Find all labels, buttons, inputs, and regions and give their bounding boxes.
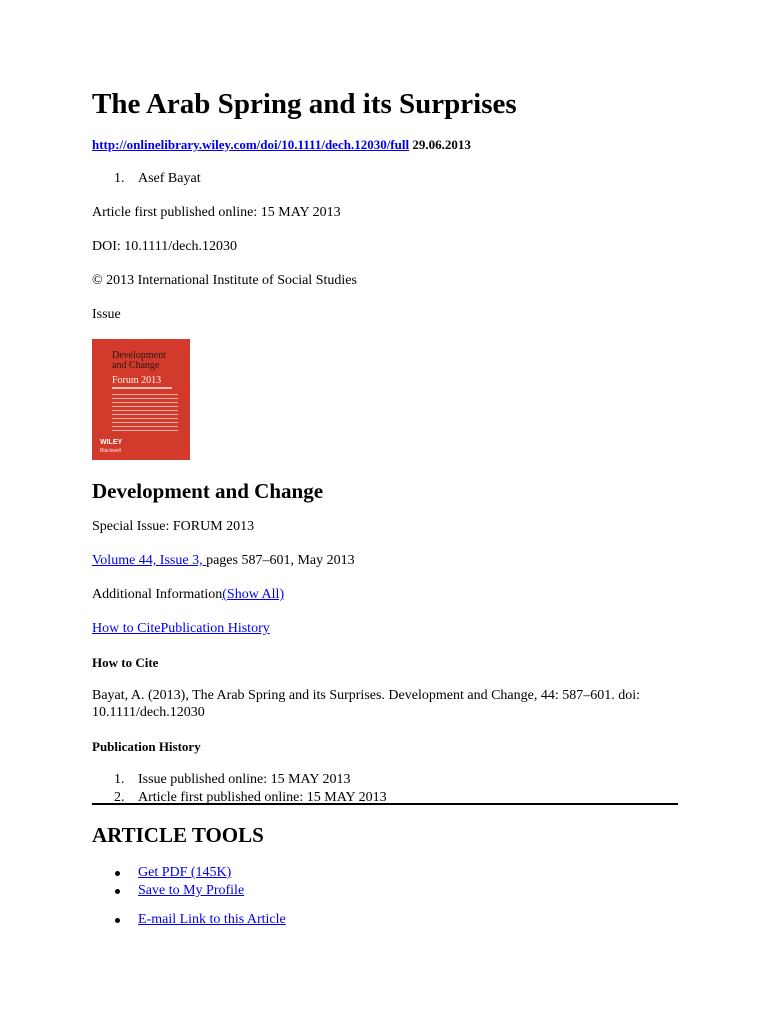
tool-item [92, 911, 286, 929]
article-tools-list [92, 864, 244, 900]
author-list [92, 170, 201, 188]
cover-title-line1: Development [112, 350, 166, 361]
publication-history-heading: Publication History [92, 739, 201, 754]
copyright-text: © 2013 International Institute of Social Studies [92, 273, 357, 288]
section-divider [92, 803, 678, 805]
show-all-link[interactable]: (Show All) [222, 587, 285, 602]
cover-publisher-logo: WILEY [100, 439, 123, 446]
email-link[interactable]: E-mail Link to this Article [138, 912, 286, 927]
article-url-link[interactable]: http://onlinelibrary.wiley.com/doi/10.1111/dech.12030/full [92, 137, 410, 152]
journal-name: Development and Change [92, 479, 324, 503]
issue-label: Issue [92, 307, 121, 322]
save-to-profile-link[interactable]: Save to My Profile [138, 883, 245, 898]
history-text: Issue published online: 15 MAY 2013 [138, 772, 351, 787]
pages-text: pages 587–601, May 2013 [206, 553, 355, 568]
cover-contents-lines [112, 394, 178, 434]
get-pdf-link[interactable]: Get PDF (145K) [138, 865, 232, 880]
info-tabs [92, 620, 270, 638]
volume-issue-link[interactable]: Volume 44, Issue 3, [92, 553, 207, 568]
cover-publisher-sub: Blackwell [100, 448, 121, 454]
article-tools-heading: ARTICLE TOOLS [92, 823, 264, 847]
history-text: Article first published online: 15 MAY 2013 [138, 790, 387, 805]
bullet-icon [115, 871, 120, 876]
special-issue: Special Issue: FORUM 2013 [92, 519, 255, 534]
publication-history-link[interactable]: Publication History [160, 621, 270, 636]
citation-text: Bayat, A. (2013), The Arab Spring and its Surprises. Development and Change, 44: 587–601. doi: 10.1111/dech.12030 [92, 688, 641, 720]
article-title: The Arab Spring and its Surprises [92, 88, 517, 120]
source-line [92, 136, 471, 154]
additional-info-label: Additional Information [92, 587, 223, 602]
author-item [92, 170, 201, 188]
cover-title-line2: and Change [112, 360, 160, 371]
first-published: Article first published online: 15 MAY 2013 [92, 205, 341, 220]
doi-text: DOI: 10.1111/dech.12030 [92, 239, 238, 254]
additional-information [92, 586, 284, 604]
tool-item [92, 864, 244, 882]
bullet-icon [115, 889, 120, 894]
cover-forum: Forum 2013 [112, 375, 162, 386]
author-name: Asef Bayat [138, 171, 201, 186]
cover-editors-line [112, 387, 172, 389]
publication-history-list [92, 771, 678, 807]
retrieved-date: 29.06.2013 [412, 137, 471, 152]
how-to-cite-link[interactable]: How to Cite [92, 621, 161, 636]
bullet-icon [115, 918, 120, 923]
tool-item [92, 882, 244, 900]
how-to-cite-heading: How to Cite [92, 655, 159, 670]
history-number: 2. [114, 790, 125, 805]
history-item [92, 771, 678, 789]
cover-title [112, 351, 166, 371]
article-tools-list-2 [92, 911, 286, 929]
volume-line [92, 552, 355, 570]
history-number: 1. [114, 772, 125, 787]
journal-cover-image[interactable] [92, 339, 190, 460]
author-number: 1. [114, 171, 125, 186]
